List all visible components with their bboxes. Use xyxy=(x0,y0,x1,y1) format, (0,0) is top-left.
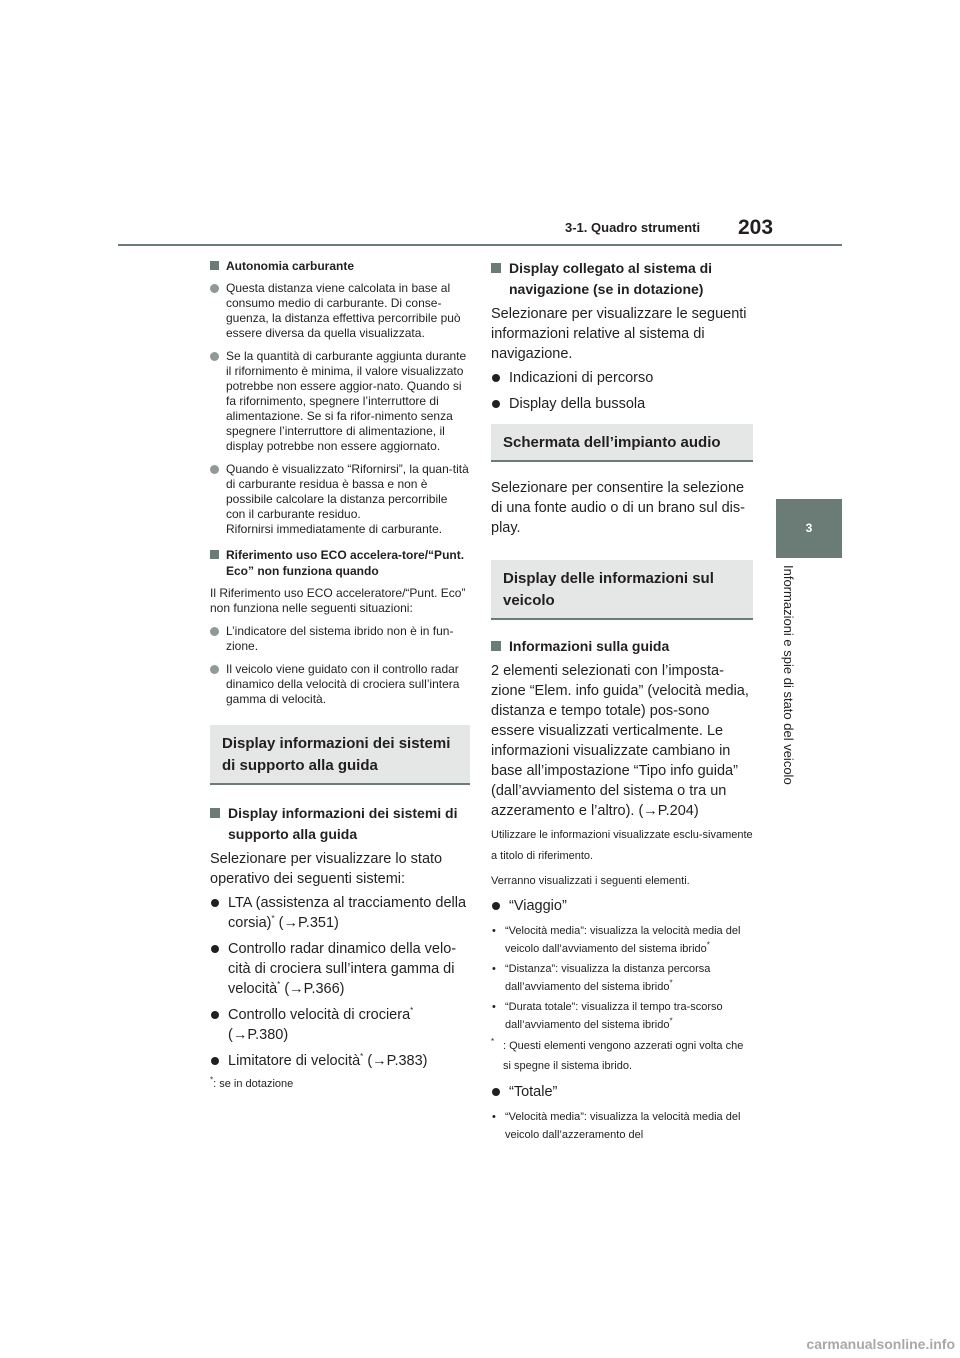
note-item xyxy=(210,462,470,537)
asterisk: * xyxy=(210,1075,214,1085)
bullet-text: LTA (assistenza al tracciamento della corsia) xyxy=(228,895,467,931)
note-text: Rifornirsi immediatamente di carburante. xyxy=(226,522,443,536)
page-number: 203 xyxy=(738,216,774,239)
paragraph: Selezionare per visualizzare lo stato operativo dei seguenti sistemi: xyxy=(210,851,443,887)
chapter-label: Informazioni e spie di stato del veicolo xyxy=(781,565,796,785)
note-item: L’indicatore del sistema ibrido non è in fun-zione. xyxy=(210,624,470,654)
paragraph-small: Utilizzare le informazioni visualizzate esclu-sivamente a titolo di riferimento. xyxy=(491,829,753,862)
subheading-driving-info: Informazioni sulla guida xyxy=(491,636,753,657)
subheading-driving-support: Display informazioni dei sistemi di supporto alla guida xyxy=(210,803,470,845)
chapter-label-wrap xyxy=(776,565,816,805)
page-reference-link[interactable]: (→P.366) xyxy=(280,981,345,997)
paragraph: Selezionare per consentire la selezione di una fonte audio o di un brano sul dis-play. xyxy=(491,480,745,536)
section-box-audio: Schermata dell’impianto audio xyxy=(491,424,753,462)
asterisk: * xyxy=(277,980,281,990)
bullet-item: Display della bussola xyxy=(491,394,753,414)
page-reference-link[interactable]: (→P.380) xyxy=(228,1027,289,1043)
bullet-text: Controllo velocità di crociera xyxy=(228,1007,411,1023)
section-title: 3-1. Quadro strumenti xyxy=(565,220,701,235)
bullet-item: “Viaggio” xyxy=(491,896,753,916)
footnote xyxy=(491,1036,753,1076)
section-box-vehicle-info: Display delle informazioni sul veicolo xyxy=(491,560,753,620)
paragraph: Il Riferimento uso ECO acceleratore/“Punt. Eco” non funziona nelle seguenti situazioni: xyxy=(210,586,466,615)
footnote-text: : se in dotazione xyxy=(213,1078,294,1090)
paragraph: Selezionare per visualizzare le seguenti informazioni relative al sistema di navigazione. xyxy=(491,306,747,362)
page-reference-link[interactable]: (→P.383) xyxy=(363,1053,428,1069)
bullet-item xyxy=(210,893,470,933)
footnote-mark: * xyxy=(491,1037,495,1046)
asterisk: * xyxy=(271,914,275,924)
asterisk: * xyxy=(410,1006,414,1016)
bullet-text: Controllo radar dinamico della velo-cità di crociera sull’intera gamma di velocità xyxy=(228,941,457,997)
footnote-text: : Questi elementi vengono azzerati ogni volta che si spegne il sistema ibrido. xyxy=(503,1040,744,1072)
note-text: Quando è visualizzato “Rifornirsi”, la quan-tità di carburante residua è bassa e non è possibile calcolare la distanza percorribile con il carburante residuo. xyxy=(226,462,469,521)
chapter-tab[interactable] xyxy=(776,499,842,558)
left-column xyxy=(210,258,470,1097)
right-column xyxy=(491,258,753,1146)
bullet-item: “Totale” xyxy=(491,1082,753,1102)
subheading-eco: Riferimento uso ECO accelera-tore/“Punt. Eco” non funziona quando xyxy=(210,547,470,579)
paragraph: 2 elementi selezionati con l’imposta-zione “Elem. info guida” (velocità media, distanza e tempo totale) pos-sono essere visualizzati verticalmente. Le informazioni visualizzate cambiano in base all’impostazione “Tipo info guida” (dall’avviamento del sistema o tra un azzeramento e l’altro). (→P.204) xyxy=(491,663,749,819)
page-reference-link[interactable]: (→P.351) xyxy=(274,915,339,931)
bullet-text: Limitatore di velocità xyxy=(228,1053,361,1069)
sub-item-text: “Durata totale”: visualizza il tempo tra-scorso dall’avviamento del sistema ibrido xyxy=(505,1001,723,1031)
paragraph-small: Verranno visualizzati i seguenti elementi. xyxy=(491,875,690,887)
sub-item xyxy=(491,998,753,1034)
asterisk: * xyxy=(706,940,710,950)
note-item: Il veicolo viene guidato con il controllo radar dinamico della velocità di crociera sull’intera gamma di velocità. xyxy=(210,662,470,707)
watermark: carmanualsonline.info xyxy=(806,1336,955,1352)
header-rule xyxy=(118,244,842,246)
subheading-navigation: Display collegato al sistema di navigazione (se in dotazione) xyxy=(491,258,753,300)
asterisk: * xyxy=(669,1016,673,1026)
chapter-number: 3 xyxy=(805,521,813,535)
subheading-fuel-range: Autonomia carburante xyxy=(210,258,470,274)
asterisk: * xyxy=(360,1052,364,1062)
footnote xyxy=(210,1077,470,1091)
note-item: Se la quantità di carburante aggiunta durante il rifornimento è minima, il valore visualizzato potrebbe non essere aggior-nato. Quando si fa rifornimento, spegnere l’interruttore di alimentazione. Se si fa rifor-nimento senza spegnere l’interruttore di alimentazione, il display potrebbe non essere aggiornato. xyxy=(210,349,470,454)
bullet-item: Indicazioni di percorso xyxy=(491,368,753,388)
section-box-driving-support: Display informazioni dei sistemi di supporto alla guida xyxy=(210,725,470,785)
note-item: Questa distanza viene calcolata in base al consumo medio di carburante. Di conse-guenza, la distanza effettiva percorribile può essere diversa da quella visualizzata. xyxy=(210,281,470,341)
sub-item-text: “Distanza”: visualizza la distanza percorsa dall’avviamento del sistema ibrido xyxy=(505,963,711,993)
sub-item-text: “Velocità media”: visualizza la velocità media del veicolo dall’avviamento del sistema ibrido xyxy=(505,925,741,955)
sub-item xyxy=(491,960,753,996)
bullet-item xyxy=(210,1005,470,1045)
sub-item: • “Velocità media”: visualizza la velocità media del veicolo dall’azzeramento del xyxy=(491,1108,753,1144)
bullet-item xyxy=(210,939,470,999)
asterisk: * xyxy=(669,978,673,988)
bullet-item xyxy=(210,1051,470,1071)
sub-item xyxy=(491,922,753,958)
